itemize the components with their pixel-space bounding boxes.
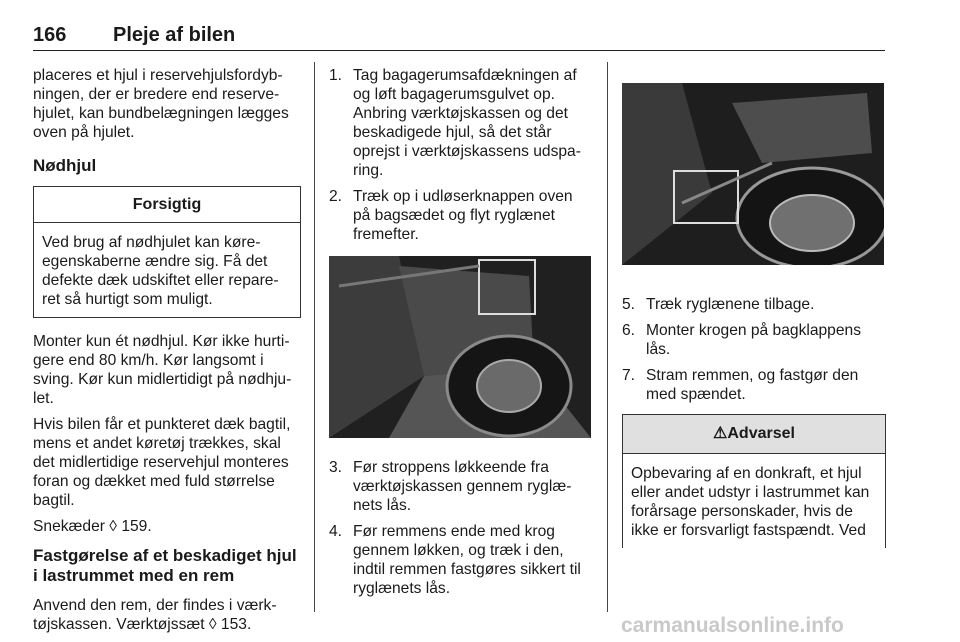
step-text: Træk ryglænene tilbage. [646,296,815,313]
step-number: 2. [329,188,343,205]
page-number: 166 [33,24,67,46]
step-text: Før remmens ende med krog gennem løkken, og træk i den, indtil remmen fastgøres sikkert til ryglænets lås. [353,523,581,597]
caution-box [33,186,301,318]
step-text: Før stroppens løkkeende fra værktøjskassen gennem ryglæ-nets lås. [353,459,572,514]
intro-paragraph: placeres et hjul i reservehjulsfordyb-ningen, der er bredere end reserve-hjulet, kan bundbelægningen lægges oven på hjulet. [33,67,289,141]
list-item [622,366,886,404]
watermark: carmanualsonline.info [621,614,844,637]
page-title: Pleje af bilen [113,24,236,46]
step-text: Træk op i udløserknappen oven på bagsædet og flyt ryglænet fremefter. [353,188,573,243]
warning-title: Advarsel [727,425,795,442]
list-item [329,458,592,515]
column-2 [329,66,592,605]
step-number: 1. [329,67,343,84]
wheel-illustration-graphic [622,83,884,265]
column-1 [33,66,301,641]
list-item [329,187,592,244]
list-item [622,321,886,359]
step-number: 7. [622,367,636,384]
column-divider [607,62,608,612]
step-number: 6. [622,322,636,339]
caution-text: Ved brug af nødhjulet kan køre-egenskaberne ændre sig. Få det defekte dæk udskiftet eller repare-ret så hurtigt som muligt. [42,234,279,308]
paragraph-tool-kit: Anvend den rem, der findes i værk-tøjskassen. Værktøjssæt ◊ 153. [33,597,277,633]
list-item [329,66,592,180]
step-number: 5. [622,296,636,313]
paragraph: Monter kun ét nødhjul. Kør ikke hurti-gere end 80 km/h. Kør langsomt i sving. Kør kun midlertidigt på nødhju-let. [33,333,292,407]
section-heading-nodhjul: Nødhjul [33,156,97,175]
warning-triangle-icon: ⚠ [713,425,728,442]
step-number: 4. [329,523,343,540]
step-text: Stram remmen, og fastgør den med spændet. [646,367,859,403]
warning-text: Opbevaring af en donkraft, et hjul eller andet udstyr i lastrummet kan forårsage personskader, hvis de ikke er forsvarligt fastspændt. Ved [631,465,870,539]
trunk-illustration-graphic [329,256,591,438]
column-3 [622,66,886,548]
paragraph-snow-chains: Snekæder ◊ 159. [33,518,152,535]
list-item [329,522,592,598]
step-text: Monter krogen på bagklappens lås. [646,322,861,358]
illustration-trunk-seat-release [329,256,591,438]
step-text: Tag bagagerumsafdækningen af og løft bagagerumsgulvet op. Anbring værktøjskassen og det beskadigede hjul, så det står oprejst i værktøjskassens udspa-ring. [353,67,581,179]
column-divider [314,62,315,612]
steps-list-c [622,295,886,404]
step-number: 3. [329,459,343,476]
illustration-wheel-strapped [622,83,884,265]
paragraph: Hvis bilen får et punkteret dæk bagtil, mens et andet køretøj trækkes, skal det midlertidige reservehjul monteres foran og dækket med fuld størrelse bagtil. [33,416,291,509]
steps-list-b [329,458,592,598]
page-header [33,18,885,51]
warning-box [622,414,886,548]
caution-title: Forsigtig [34,187,300,223]
section-heading-fastening: Fastgørelse af et beskadiget hjul i lastrummet med en rem [33,546,297,585]
list-item [622,295,886,314]
steps-list-a [329,66,592,244]
warning-header [623,415,885,454]
